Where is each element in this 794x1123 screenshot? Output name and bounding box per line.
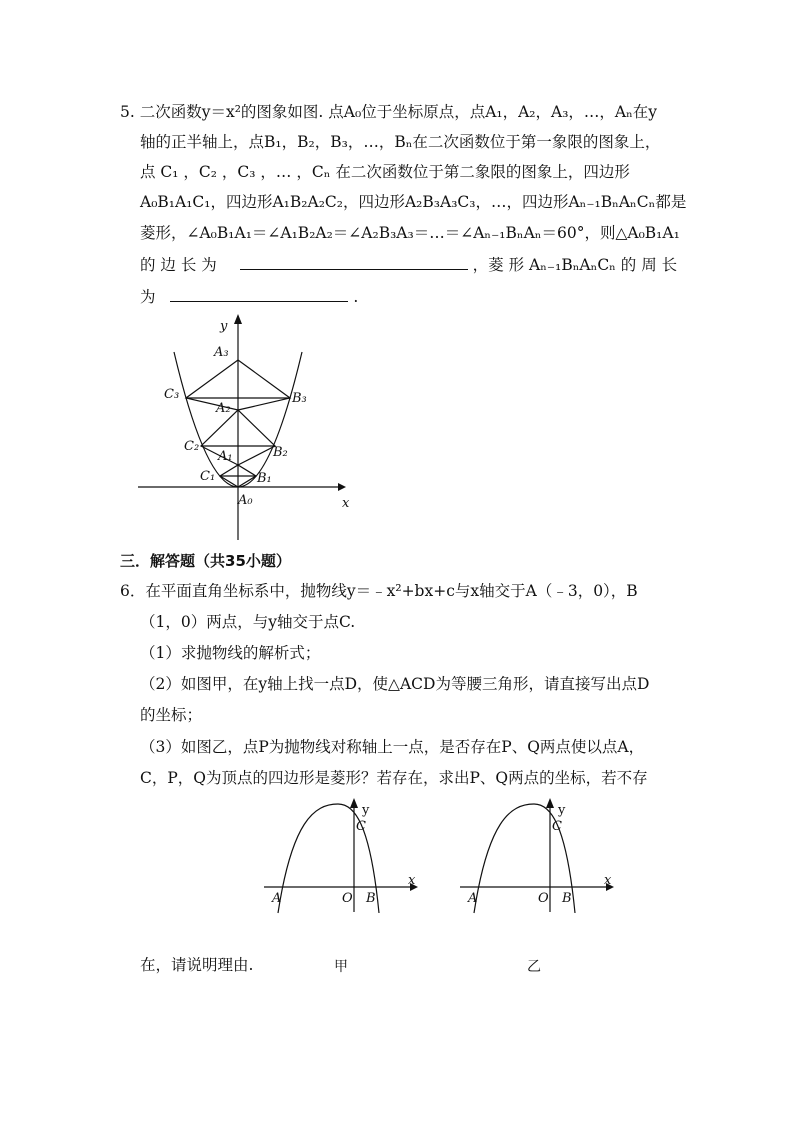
fig5-y-label: y (220, 319, 228, 334)
q6-line-2: （1，0）两点，与y轴交于点C. (140, 613, 356, 631)
label-B2: B₂ (273, 445, 288, 460)
y-axis-arrow-icon (350, 798, 358, 808)
label-A2: A₂ (216, 401, 231, 416)
fig5-x-label: x (342, 496, 350, 511)
caption-jia: 甲 (334, 959, 348, 975)
q5-line-6-end: ，菱 形 Aₙ₋₁BₙAₙCₙ 的 周 长 (472, 256, 678, 274)
q6-line-3: （1）求抛物线的解析式； (140, 644, 321, 662)
q5-line-7-end: . (353, 288, 359, 306)
label-A0: A₀ (238, 493, 253, 508)
caption-yi: 乙 (527, 959, 541, 975)
answer-blank-perimeter[interactable] (170, 287, 348, 302)
section-heading: 三．解答题（共35小题） (120, 552, 291, 570)
q5-line-7 (140, 287, 358, 307)
q6-line-8: 在，请说明理由. (140, 956, 254, 974)
figure-parabola-rhombi (130, 312, 360, 544)
jia-y-label: y (362, 803, 370, 818)
label-A3: A₃ (214, 345, 229, 360)
answer-blank-side-length[interactable] (240, 255, 468, 270)
yi-label-C: C (552, 819, 562, 834)
yi-label-O: O (538, 891, 549, 906)
q6-line-6: （3）如图乙，点P为抛物线对称轴上一点，是否存在P、Q两点使以点A， (140, 738, 645, 756)
figure-yi (458, 792, 618, 914)
label-C1: C₁ (200, 469, 216, 484)
q5-line-4: A₀B₁A₁C₁，四边形A₁B₂A₂C₂，四边形A₂B₃A₃C₃，…，四边形Aₙ₋₁BₙAₙCₙ都是 (140, 193, 687, 211)
yi-label-B: B (562, 891, 572, 906)
q6-line-5: 的坐标； (140, 706, 203, 724)
q6-line-7: C，P，Q为顶点的四边形是菱形？若存在，求出P、Q两点的坐标，若不存 (140, 769, 648, 787)
jia-label-O: O (342, 891, 353, 906)
label-A1: A₁ (218, 449, 233, 464)
jia-label-B: B (366, 891, 376, 906)
q5-line-7-start: 为 (140, 288, 156, 306)
q6-line-4: （2）如图甲，在y轴上找一点D，使△ACD为等腰三角形，请直接写出点D (140, 675, 650, 693)
jia-x-label: x (408, 873, 416, 888)
y-axis-arrow-icon (234, 314, 242, 324)
q5-line-3: 点 C₁ ，C₂ ，C₃ ，… ，Cₙ 在二次函数位于第二象限的图象上，四边形 (140, 163, 630, 181)
q5-line-5: 菱形，∠A₀B₁A₁＝∠A₁B₂A₂＝∠A₂B₃A₃＝…＝∠Aₙ₋₁BₙAₙ＝60°，则△A₀B₁A₁ (140, 224, 680, 242)
q5-line-2: 轴的正半轴上，点B₁，B₂，B₃，…，Bₙ在二次函数位于第一象限的图象上， (140, 133, 661, 151)
figure-jia (262, 792, 422, 914)
yi-y-label: y (558, 803, 566, 818)
label-C2: C₂ (184, 439, 200, 454)
y-axis-arrow-icon (546, 798, 554, 808)
label-B3: B₃ (292, 391, 307, 406)
q6-line-1: 6．在平面直角坐标系中，抛物线y＝﹣x²+bx+c与x轴交于A（﹣3，0），B (120, 582, 638, 600)
label-B1: B₁ (257, 471, 272, 486)
q5-line-6 (140, 255, 677, 275)
x-axis-arrow-icon (338, 483, 346, 491)
jia-label-C: C (356, 819, 366, 834)
yi-label-A: A (468, 891, 478, 906)
q5-line-6-start: 的 边 长 为 (140, 256, 217, 274)
q5-line-1: 5. 二次函数y＝x²的图象如图. 点A₀位于坐标原点，点A₁，A₂，A₃，…，Aₙ在y (120, 103, 658, 121)
yi-x-label: x (604, 873, 612, 888)
jia-label-A: A (272, 891, 282, 906)
label-C3: C₃ (164, 387, 180, 402)
